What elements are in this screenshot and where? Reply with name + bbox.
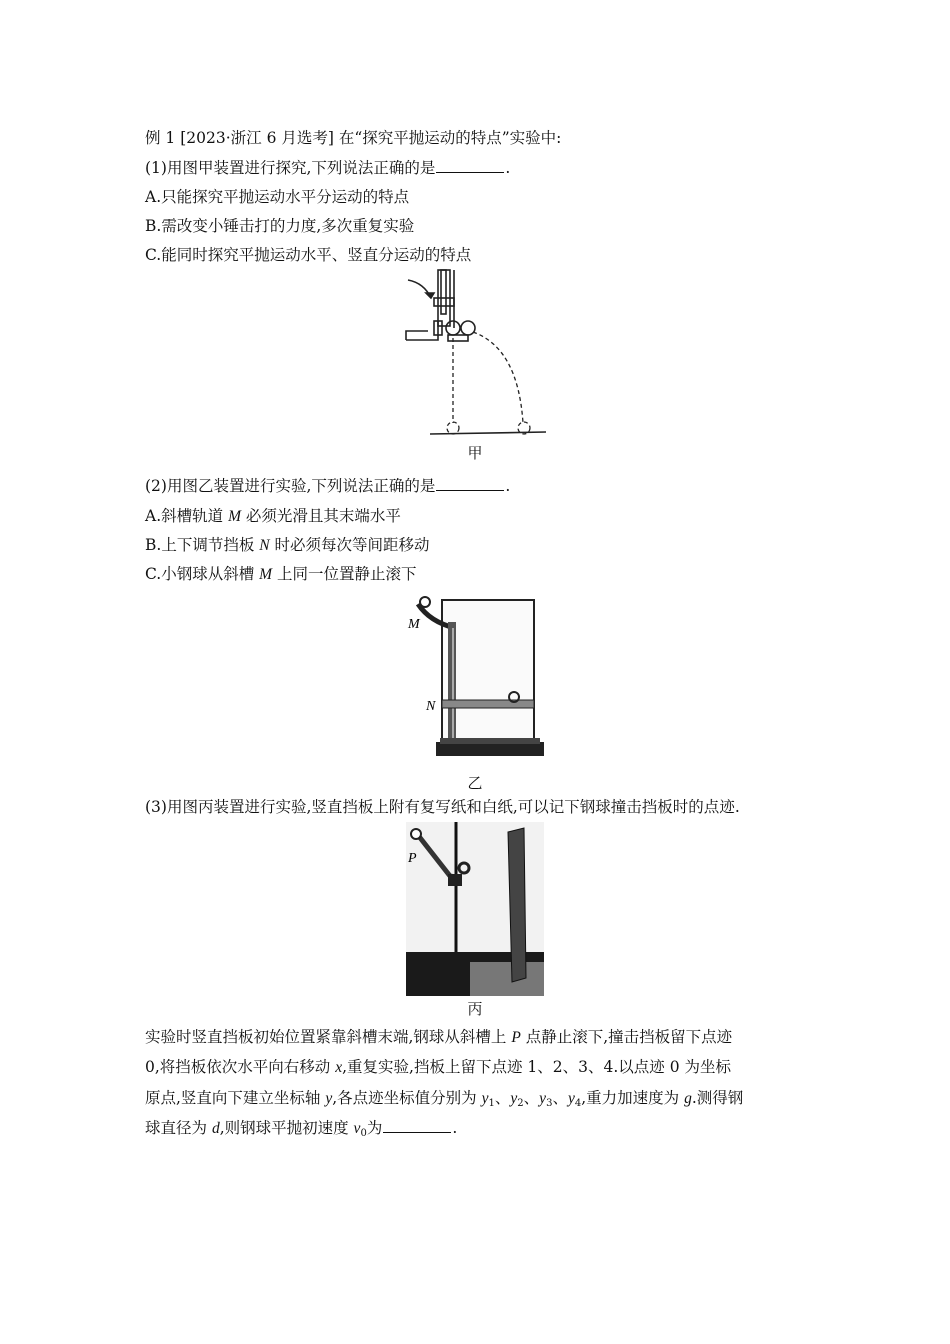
answer-blank-2[interactable] xyxy=(436,476,504,491)
q3-para-line-3: 原点,竖直向下建立坐标轴 y,各点迹坐标值分别为 $y_1$、$y_2$、$y_3$、$y_4$,重力加速度为 g.测得钢 xyxy=(145,1089,744,1109)
answer-blank-3[interactable] xyxy=(383,1118,451,1133)
example-header: 例 1 [2023·浙江 6 月选考] 在“探究平抛运动的特点”实验中: xyxy=(145,129,562,147)
q2-option-b: B.上下调节挡板 N 时必须每次等间距移动 xyxy=(145,536,430,554)
label-m: M xyxy=(408,617,420,632)
figure-bing-caption: 丙 xyxy=(467,1000,483,1018)
q2-option-a: A.斜槽轨道 M 必须光滑且其末端水平 xyxy=(145,507,401,525)
q3-para-line-1: 实验时竖直挡板初始位置紧靠斜槽末端,钢球从斜槽上 P 点静止滚下,撞击挡板留下点迹 xyxy=(145,1028,733,1046)
q3-para-line-4: 球直径为 d,则钢球平抛初速度 $v_0$为 . xyxy=(145,1119,458,1139)
label-p: P xyxy=(408,851,417,866)
q1-option-a: A.只能探究平抛运动水平分运动的特点 xyxy=(145,188,410,206)
answer-blank-1[interactable] xyxy=(436,158,504,173)
q1-stem: (1)用图甲装置进行探究,下列说法正确的是 . xyxy=(145,159,511,177)
label-n: N xyxy=(426,699,436,714)
figure-bing xyxy=(406,822,544,996)
q3-para-line-2: 0,将挡板依次水平向右移动 x,重复实验,挡板上留下点迹 1、2、3、4.以点迹 0 为坐标 xyxy=(145,1058,731,1076)
q1-option-b: B.需改变小锤击打的力度,多次重复实验 xyxy=(145,217,415,235)
q2-option-c: C.小钢球从斜槽 M 上同一位置静止滚下 xyxy=(145,565,417,583)
q3-stem: (3)用图丙装置进行实验,竖直挡板上附有复写纸和白纸,可以记下钢球撞击挡板时的点迹. xyxy=(145,798,740,816)
figure-jia-caption: 甲 xyxy=(467,444,483,462)
figure-jia xyxy=(398,268,548,440)
q1-option-c: C.能同时探究平抛运动水平、竖直分运动的特点 xyxy=(145,246,472,264)
q2-stem: (2)用图乙装置进行实验,下列说法正确的是 . xyxy=(145,477,511,495)
figure-yi-caption: 乙 xyxy=(467,774,483,792)
figure-yi xyxy=(400,592,550,770)
